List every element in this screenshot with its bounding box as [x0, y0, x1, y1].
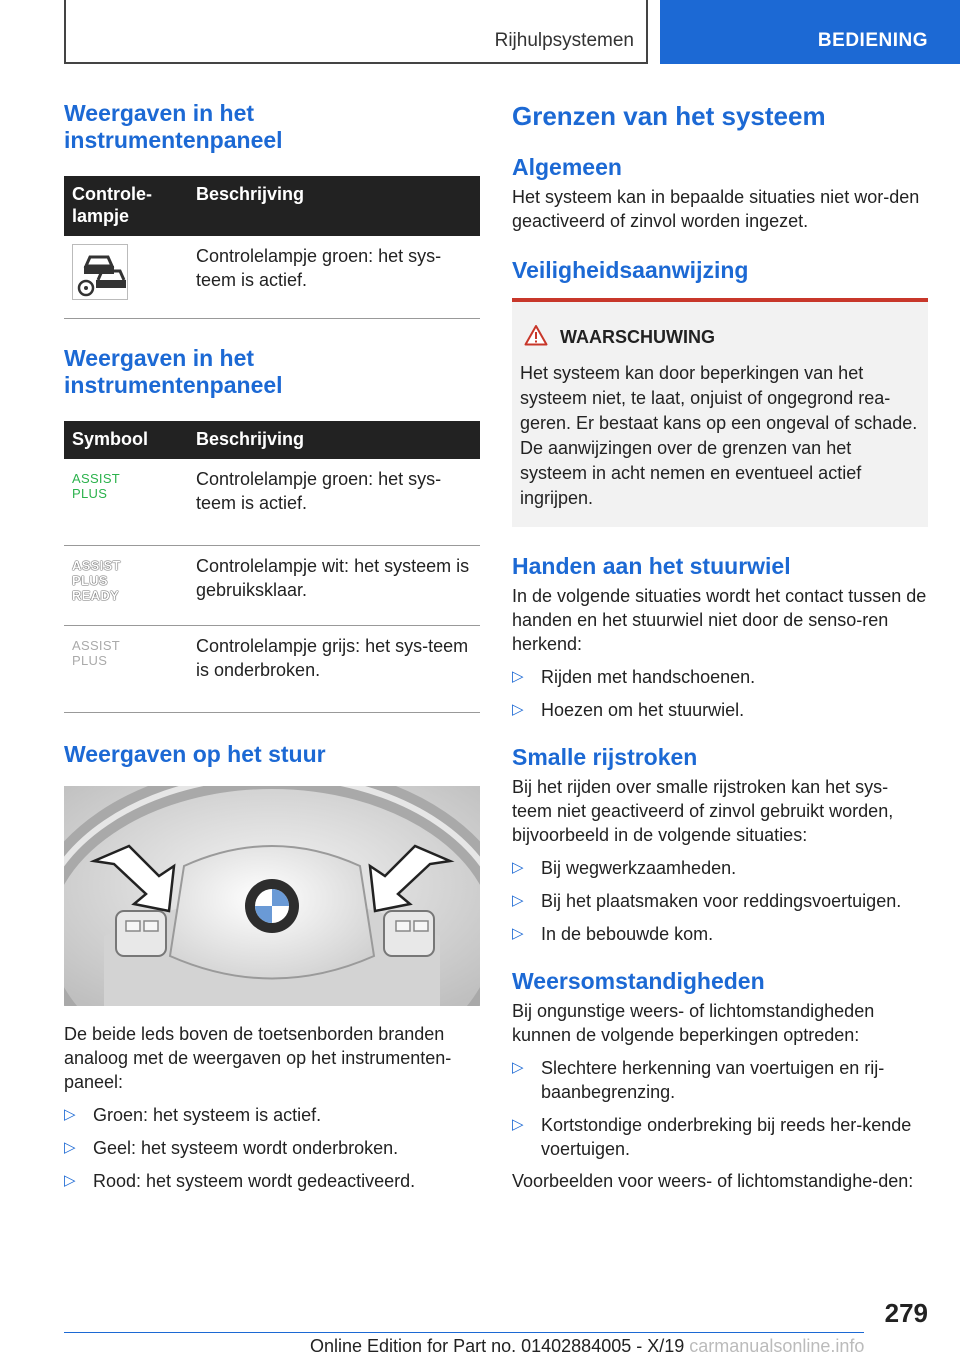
table-cell-desc: Controlelampje groen: het sys-teem is actief. — [188, 236, 480, 319]
symbol-line: READY — [72, 588, 120, 603]
weather-list — [512, 1056, 928, 1161]
heading-general: Algemeen — [512, 154, 622, 180]
right-column — [512, 100, 928, 1193]
warning-triangle-icon — [524, 324, 548, 351]
table-cell-desc: Controlelampje groen: het sys-teem is actief. — [188, 459, 480, 546]
lanes-paragraph: Bij het rijden over smalle rijstroken kan het sys-teem niet geactiveerd of zinvol gebruikt worden, bijvoorbeeld in de volgende situaties: — [512, 777, 894, 845]
indicator-table-2 — [64, 421, 480, 713]
table-row — [64, 546, 480, 626]
table-row — [64, 459, 480, 546]
table1-col1-header: Controle-lampje — [64, 176, 188, 236]
bullet-triangle-icon: ▷ — [512, 668, 524, 685]
list-item-text: Kortstondige onderbreking bij reeds her-kende voertuigen. — [541, 1115, 912, 1159]
list-item-text: Hoezen om het stuurwiel. — [541, 700, 745, 720]
table1-col2-header: Beschrijving — [188, 176, 480, 236]
list-item — [512, 889, 928, 913]
bullet-triangle-icon: ▷ — [64, 1172, 76, 1189]
watermark-text: carmanualsonline.info — [689, 1336, 865, 1356]
warning-title: WAARSCHUWING — [560, 327, 715, 347]
list-item-text: In de bebouwde kom. — [541, 924, 714, 944]
list-item — [512, 856, 928, 880]
list-item — [512, 1113, 928, 1161]
table-cell-desc: Controlelampje grijs: het sys-teem is onderbroken. — [188, 626, 480, 713]
bullet-triangle-icon: ▷ — [512, 1059, 524, 1076]
symbol-line: ASSIST — [72, 558, 121, 573]
list-item-text: Groen: het systeem is actief. — [93, 1105, 322, 1125]
header-section-box — [64, 0, 648, 64]
list-item — [64, 1136, 480, 1160]
warning-text: Het systeem kan door beperkingen van het systeem niet, te laat, onjuist of ongegrond rea-geren. Er bestaat kans op een ongeval of schade. De aanwijzingen over de grenzen van het systeem in acht nemen en eventueel actief ingrijpen. — [520, 363, 918, 508]
list-item-text: Geel: het systeem wordt onderbroken. — [93, 1138, 399, 1158]
list-item-text: Bij het plaatsmaken voor reddingsvoertuigen. — [541, 891, 902, 911]
chapter-tab-label: BEDIENING — [817, 30, 928, 51]
assist-plus-green-symbol — [64, 459, 188, 546]
list-item — [512, 922, 928, 946]
steering-paragraph: De beide leds boven de toetsenborden branden analoog met de weergaven op het instrumenten-paneel: — [64, 1024, 452, 1092]
weather-examples-paragraph: Voorbeelden voor weers- of lichtomstandighe-den: — [512, 1171, 914, 1191]
table-cell-desc: Controlelampje wit: het systeem is gebruiksklaar. — [188, 546, 480, 626]
bullet-triangle-icon: ▷ — [512, 701, 524, 718]
heading-displays-2: Weergaven in het instrumentenpaneel — [64, 345, 283, 398]
list-item — [512, 698, 928, 722]
page-number: 279 — [884, 1298, 928, 1328]
section-title: Rijhulpsystemen — [494, 30, 634, 51]
symbol-line: PLUS — [72, 653, 108, 668]
bullet-triangle-icon: ▷ — [512, 925, 524, 942]
lanes-list — [512, 856, 928, 946]
list-item — [512, 665, 928, 689]
heading-narrow-lanes: Smalle rijstroken — [512, 744, 698, 770]
edition-footer — [310, 1336, 864, 1357]
table-row — [64, 236, 480, 319]
edition-text: Online Edition for Part no. 01402884005 - X/19 — [310, 1336, 685, 1356]
symbol-line: ASSIST — [72, 471, 121, 486]
list-item — [64, 1103, 480, 1127]
chapter-tab — [660, 0, 960, 64]
heading-displays-1: Weergaven in het instrumentenpaneel — [64, 100, 283, 153]
bullet-triangle-icon: ▷ — [64, 1139, 76, 1156]
table2-col1-header: Symbool — [64, 421, 188, 459]
steering-wheel-image — [64, 786, 480, 1006]
warning-box — [512, 298, 928, 527]
bullet-triangle-icon: ▷ — [64, 1106, 76, 1123]
heading-safety-note: Veiligheidsaanwijzing — [512, 257, 749, 283]
bullet-triangle-icon: ▷ — [512, 1116, 524, 1133]
symbol-line: PLUS — [72, 486, 108, 501]
left-column — [64, 100, 480, 1193]
list-item — [512, 1056, 928, 1104]
heading-system-limits: Grenzen van het systeem — [512, 101, 826, 131]
assist-plus-ready-white-symbol — [64, 546, 188, 626]
footer-divider — [64, 1332, 864, 1333]
steering-led-list — [64, 1103, 480, 1193]
traffic-jam-assistant-icon — [72, 284, 128, 304]
list-item-text: Slechtere herkenning van voertuigen en rij-baanbegrenzing. — [541, 1058, 885, 1102]
bullet-triangle-icon: ▷ — [512, 892, 524, 909]
heading-weather: Weersomstandigheden — [512, 968, 765, 994]
list-item — [64, 1169, 480, 1193]
weather-paragraph: Bij ongunstige weers- of lichtomstandigheden kunnen de volgende beperkingen optreden: — [512, 1001, 875, 1045]
symbol-line: PLUS — [72, 573, 108, 588]
symbol-line: ASSIST — [72, 638, 121, 653]
list-item-text: Rijden met handschoenen. — [541, 667, 756, 687]
heading-steering-displays: Weergaven op het stuur — [64, 741, 326, 767]
list-item-text: Bij wegwerkzaamheden. — [541, 858, 737, 878]
table-cell-icon — [64, 236, 188, 319]
heading-hands-on-wheel: Handen aan het stuurwiel — [512, 553, 791, 579]
hands-list — [512, 665, 928, 722]
table2-col2-header: Beschrijving — [188, 421, 480, 459]
table-row — [64, 626, 480, 713]
indicator-table-1 — [64, 176, 480, 319]
assist-plus-grey-symbol — [64, 626, 188, 713]
list-item-text: Rood: het systeem wordt gedeactiveerd. — [93, 1171, 416, 1191]
bullet-triangle-icon: ▷ — [512, 859, 524, 876]
hands-paragraph: In de volgende situaties wordt het contact tussen de handen en het stuurwiel niet door de senso-ren herkend: — [512, 586, 927, 654]
general-paragraph: Het systeem kan in bepaalde situaties niet wor-den geactiveerd of zinvol worden ingezet. — [512, 187, 920, 231]
